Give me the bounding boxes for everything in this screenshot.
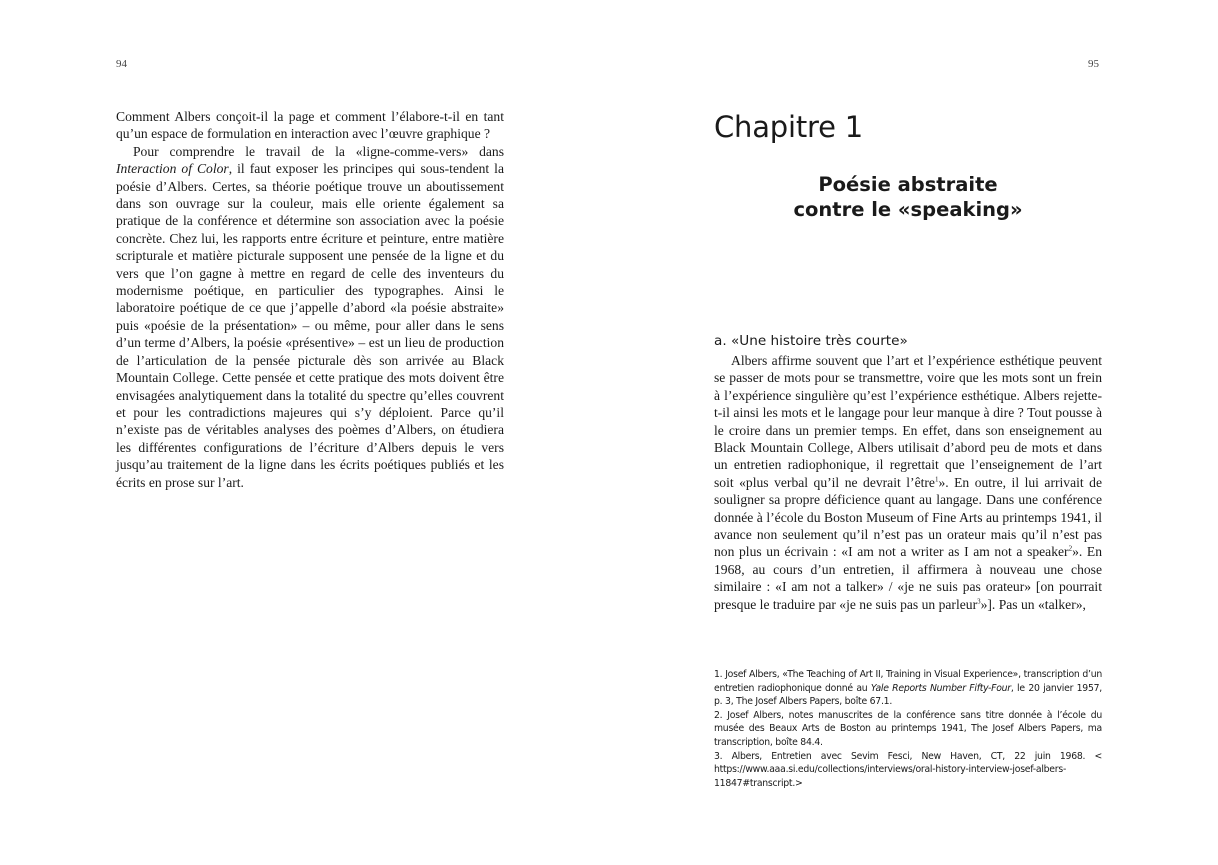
section-heading: a. «Une histoire très courte» xyxy=(714,333,908,349)
paragraph xyxy=(714,668,1102,709)
text-run: , il faut exposer les principes qui sous-tendent la poésie d’Albers. Certes, sa théorie poétique trouve un aboutissement dans son ouvrage sur la couleur, mais elle oriente également sa pratique de la conférence et détermine son association avec la poésie concrète. Chez lui, les rapports entre écriture et peinture, entre matière scripturale et matière picturale supposent une pensée de la ligne et du vers que l’on gagne à mettre en regard de celle des inventeurs du modernisme poétique, en particulier des typographes. Ainsi le laboratoire poétique de ce que j’appelle d’abord «la poésie abstraite» puis «poésie de la présentation» – ou même, pour aller dans le sens d’un terme d’Albers, la poésie «présentive» – est un lieu de production de l’articulation de la pensée picturale dès son arrivée au Black Mountain College. Cette pensée et cette pratique des mots doivent être envisagées analytiquement dans la totalité du spectre qu’elles couvrent et pour les contradictions majeures qui s’y déploient. Parce qu’il n’existe pas de véritables analyses des poèmes d’Albers, on étudiera les différentes configurations de l’écriture d’Albers depuis le vers jusqu’au traitement de la ligne dans les écrits poétiques publiés et les écrits en prose sur l’art. xyxy=(116,161,504,490)
text-run: 1. Josef Albers, «The Teaching of Art II, Training in Visual Experience», transcription d’un entretien radiophonique donné au xyxy=(714,669,1102,694)
left-page-number: 94 xyxy=(116,58,127,70)
paragraph xyxy=(714,750,1102,791)
text-run: Yale Reports Number Fifty-Four xyxy=(870,682,1011,694)
text-run: Pour comprendre le travail de la «ligne-comme-vers» dans xyxy=(133,143,504,159)
text-run: Albers affirme souvent que l’art et l’expérience esthétique peuvent se passer de mots pour se transmettre, voire que les mots sont un frein à l’expérience singulière qu’est l’expérience esthétique. Albers rejette-t-il ainsi les mots et le langage pour leur manque à dire ? Tout pousse à le croire dans un premier temps. En effet, dans son enseignement au Black Mountain College, Albers utilisait d’abord peu de mots et dans un entretien radiophonique, il regrettait que l’enseignement de l’art soit «plus verbal qu’il ne devrait l’être xyxy=(714,353,1102,490)
text-run: »]. Pas un «talker», xyxy=(980,596,1086,612)
paragraph xyxy=(116,108,504,143)
text-run: 3. Albers, Entretien avec Sevim Fesci, New Haven, CT, 22 juin 1968. < https://www.aaa.si.edu/collections/interviews/oral-history-interview-josef-albers-11847#transcript.> xyxy=(714,750,1102,789)
chapter-subtitle xyxy=(714,172,1102,222)
paragraph xyxy=(116,143,504,491)
text-run: , le 20 janvier 1957, p. 3, The Josef Albers Papers, boîte 67.1. xyxy=(714,682,1102,708)
paragraph xyxy=(714,352,1102,613)
chapter-subtitle-line: Poésie abstraite xyxy=(818,173,998,196)
left-body-text xyxy=(116,108,504,491)
footnote-marker: 1 xyxy=(934,475,939,484)
text-run: 2. Josef Albers, notes manuscrites de la conférence sans titre donnée à l’école du musée des Beaux Arts de Boston au printemps 1941, The Josef Albers Papers, ma transcription, boîte 84.4. xyxy=(714,709,1102,748)
chapter-title: Chapitre 1 xyxy=(714,110,864,144)
footnote-marker: 2 xyxy=(1068,544,1073,553)
right-body-text xyxy=(714,352,1102,613)
text-run: ». En 1968, au cours d’un entretien, il affirmera à nouveau une chose similaire : «I am not a talker» / «je ne suis pas orateur» [on pourrait presque le traduire par «je ne suis pas un parleur xyxy=(714,544,1102,612)
text-run: ». En outre, il lui arrivait de souligner sa propre déficience quant au langage. Dans une conférence donnée à l’école du Boston Museum of Fine Arts au printemps 1941, il avance non seulement qu’il n’est pas un orateur mais qu’il n’est pas non plus un écrivain : «I am not a writer as I am not a speaker xyxy=(714,474,1102,560)
text-run: Comment Albers conçoit-il la page et comment l’élabore-t-il en tant qu’un espace de formulation en interaction avec l’œuvre graphique ? xyxy=(116,109,504,142)
footnote-marker: 3 xyxy=(977,597,981,606)
text-run: Interaction of Color xyxy=(116,161,229,177)
right-page-number: 95 xyxy=(1088,58,1099,70)
paragraph xyxy=(714,709,1102,750)
footnotes xyxy=(714,668,1102,790)
chapter-subtitle-line: contre le «speaking» xyxy=(793,198,1023,221)
